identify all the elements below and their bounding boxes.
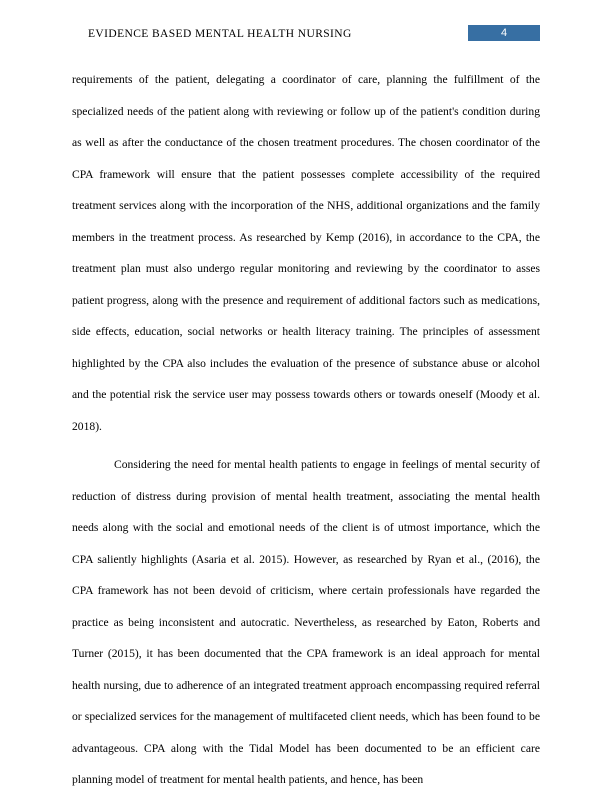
paragraph-spacer [72, 442, 540, 449]
page-number-badge: 4 [468, 25, 540, 41]
body-paragraph: requirements of the patient, delegating a coordinator of care, planning the fulfillment of the specialized needs of the patient along with reviewing or follow up of the patient's condition during as well as after the conductance of the chosen treatment procedures. The chosen coordinator of the CPA framework will ensure that the patient possesses complete accessibility of the required treatment services along with the incorporation of the NHS, additional organizations and the family members in the treatment process. As researched by Kemp (2016), in accordance to the CPA, the treatment plan must also undergo regular monitoring and reviewing by the coordinator to asses patient progress, along with the presence and requirement of additional factors such as medications, side effects, education, social networks or health literacy training. The principles of assessment highlighted by the CPA also includes the evaluation of the presence of substance abuse or alcohol and the potential risk the service user may possess towards others or towards oneself (Moody et al. 2018). [72, 73, 540, 433]
running-head-title: EVIDENCE BASED MENTAL HEALTH NURSING [88, 28, 352, 40]
page-header [72, 28, 540, 46]
document-body [72, 64, 540, 796]
body-paragraph: Considering the need for mental health patients to engage in feelings of mental security of reduction of distress during provision of mental health treatment, associating the mental health needs along with the social and emotional needs of the client is of utmost importance, which the CPA saliently highlights (Asaria et al. 2015). However, as researched by Ryan et al., (2016), the CPA framework has not been devoid of criticism, where certain professionals have regarded the practice as being inconsistent and autocratic. Nevertheless, as researched by Eaton, Roberts and Turner (2015), it has been documented that the CPA framework is an ideal approach for mental health nursing, due to adherence of an integrated treatment approach encompassing required referral or specialized services for the management of multifaceted client needs, which has been found to be advantageous. CPA along with the Tidal Model has been documented to be an efficient care planning model of treatment for mental health patients, and hence, has been [72, 458, 540, 786]
